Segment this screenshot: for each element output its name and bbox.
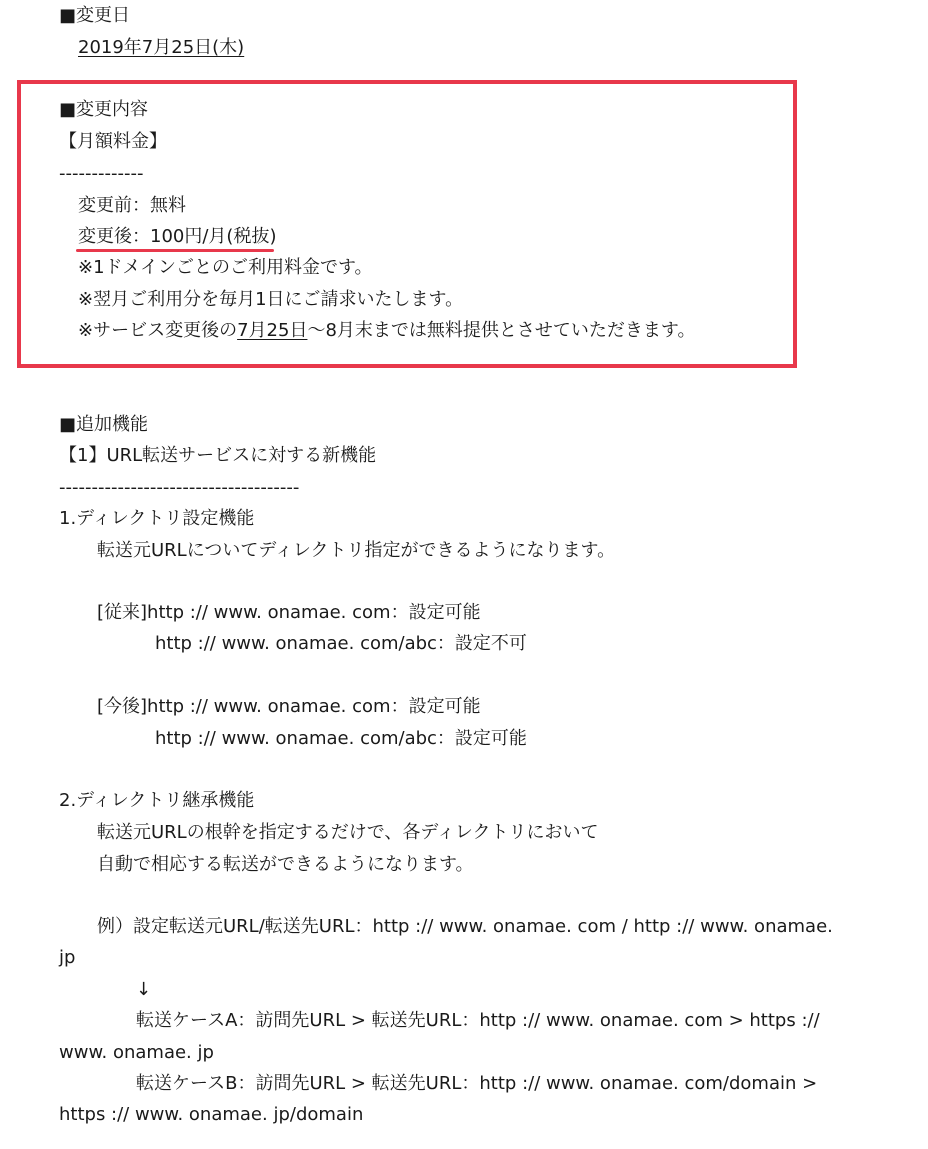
change-content-heading: ■変更内容 (59, 99, 149, 120)
case-b-line-1: 転送ケースB：訪問先URL > 転送先URL：http :// www. onamae. com/domain > (136, 1073, 818, 1094)
case-b-line-2: https :// www. onamae. jp/domain (59, 1104, 364, 1125)
additional-divider: ------------------------------------- (59, 477, 300, 498)
example-line-1: 例）設定転送元URL/転送先URL：http :// www. onamae. com / http :// www. onamae. (97, 916, 833, 937)
price-after: 変更後：100円/月(税抜) (78, 226, 277, 247)
directory-setting-desc: 転送元URLについてディレクトリ指定ができるようになります。 (97, 540, 616, 561)
monthly-fee-heading: 【月額料金】 (59, 131, 167, 152)
change-date-heading: ■変更日 (59, 5, 131, 26)
note-free-period-suffix: 〜8月末までは無料提供とさせていただきます。 (307, 320, 696, 341)
url-forward-heading: 【1】URL転送サービスに対する新機能 (59, 445, 377, 466)
directory-inherit-title: 2.ディレクトリ継承機能 (59, 790, 255, 811)
directory-inherit-desc-1: 転送元URLの根幹を指定するだけで、各ディレクトリにおいて (97, 822, 599, 843)
down-arrow: ↓ (136, 979, 152, 1000)
after-example-2: http :// www. onamae. com/abc：設定可能 (155, 728, 527, 749)
directory-inherit-desc-2: 自動で相応する転送ができるようになります。 (97, 854, 474, 875)
case-a-line-2: www. onamae. jp (59, 1042, 214, 1063)
note-billing: ※翌月ご利用分を毎月1日にご請求いたします。 (78, 289, 464, 310)
before-example-2: http :// www. onamae. com/abc：設定不可 (155, 633, 527, 654)
note-free-period (78, 319, 695, 343)
example-line-2: jp (59, 947, 76, 968)
change-date-value: 2019年7月25日(木) (78, 37, 245, 58)
additional-features-heading: ■追加機能 (59, 414, 149, 435)
price-before: 変更前：無料 (78, 195, 186, 216)
section-divider: ------------- (59, 163, 144, 184)
red-underline-mark (76, 249, 274, 252)
after-example-1: [今後]http :// www. onamae. com：設定可能 (97, 696, 481, 717)
note-free-period-prefix: ※サービス変更後の (78, 320, 238, 341)
directory-setting-title: 1.ディレクトリ設定機能 (59, 508, 255, 529)
note-per-domain: ※1ドメインごとのご利用料金です。 (78, 257, 373, 278)
case-a-line-1: 転送ケースA：訪問先URL > 転送先URL：http :// www. onamae. com > https :// (136, 1010, 820, 1031)
note-free-period-date: 7月25日 (237, 320, 308, 341)
before-example-1: [従来]http :// www. onamae. com：設定可能 (97, 602, 481, 623)
